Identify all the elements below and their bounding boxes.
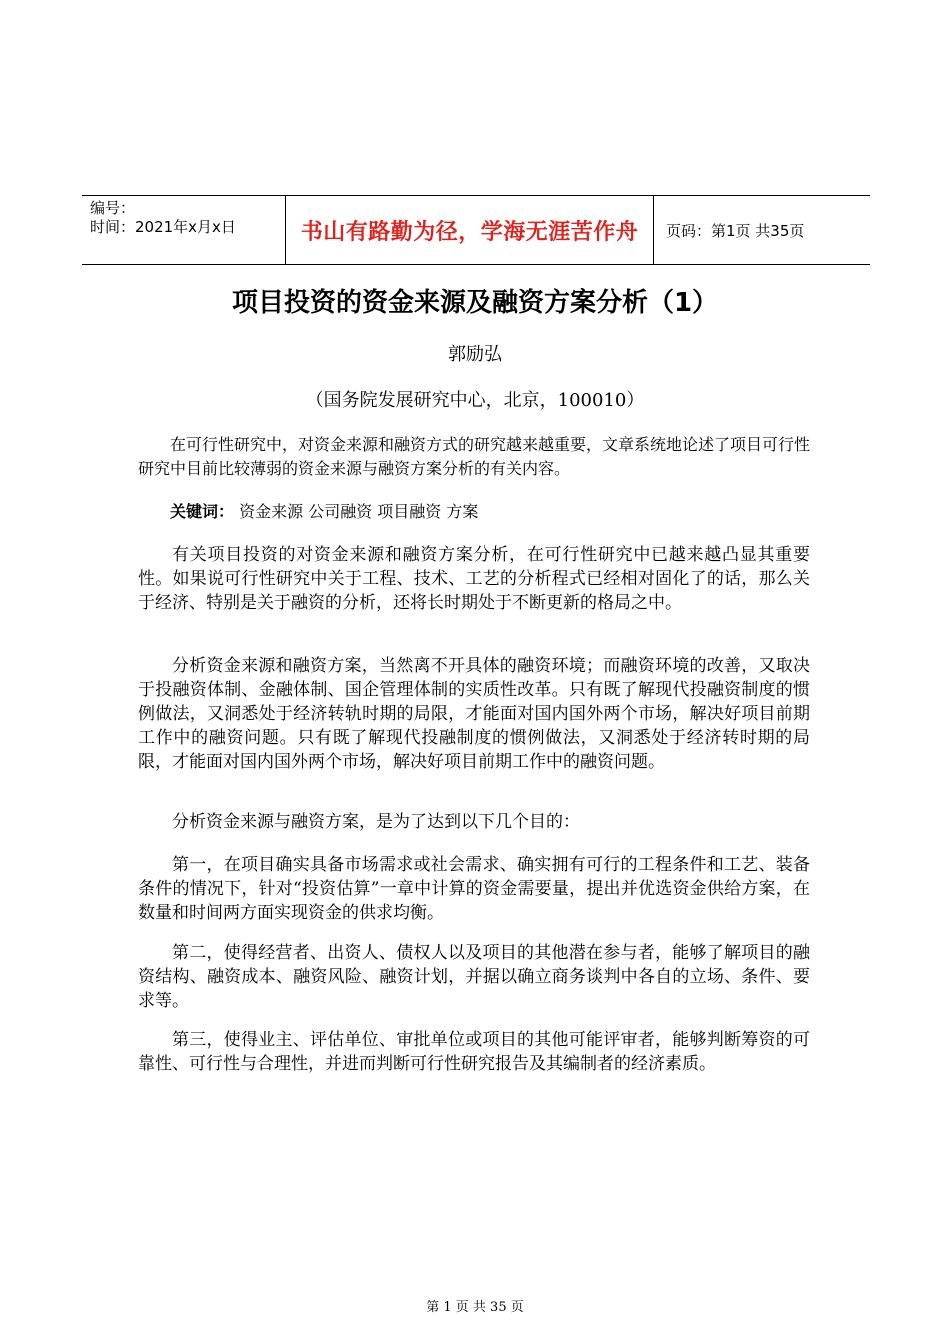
header-left-cell <box>90 199 290 237</box>
body-paragraph: 有关项目投资的对资金来源和融资方案分析，在可行性研究中已越来越凸显其重要性。如果说可行性研究中关于工程、技术、工艺的分析程式已经相对固化了的话，那么关于经济、特别是关于融资的分析，还将长时期处于不断更新的格局之中。 <box>138 545 810 613</box>
keywords-label: 关键词： <box>170 502 235 521</box>
abstract: 在可行性研究中，对资金来源和融资方式的研究越来越重要，文章系统地论述了项目可行性研究中目前比较薄弱的资金来源与融资方案分析的有关内容。 <box>138 435 811 478</box>
document-number-label: 编号： <box>90 199 136 217</box>
body-paragraph: 分析资金来源和融资方案，当然离不开具体的融资环境；而融资环境的改善，又取决于投融资体制、金融体制、国企管理体制的实质性改革。只有既了解现代投融资制度的惯例做法，又洞悉处于经济转轨时期的局限，才能面对国内国外两个市场，解决好项目前期工作中的融资问题。只有既了解现代投融制度的惯例做法，又洞悉处于经济转时期的局限，才能面对国内国外两个市场，解决好项目前期工作中的融资问题。 <box>138 656 810 772</box>
body-paragraph: 第一，在项目确实具备市场需求或社会需求、确实拥有可行的工程条件和工艺、装备条件的情况下，针对“投资估算”一章中计算的资金需要量，提出并优选资金供给方案，在数量和时间两方面实现资金的供求均衡。 <box>138 855 810 923</box>
keywords <box>138 500 810 524</box>
affiliation: （国务院发展研究中心，北京，100010） <box>305 390 645 411</box>
header-page-info: 页码：第1页 共35页 <box>666 221 805 240</box>
header-motto: 书山有路勤为径，学海无涯苦作舟 <box>300 219 639 245</box>
body-paragraph: 第三，使得业主、评估单位、审批单位或项目的其他可能评审者，能够判断筹资的可靠性、可行性与合理性，并进而判断可行性研究报告及其编制者的经济素质。 <box>138 1030 810 1074</box>
author: 郭励弘 <box>448 344 502 365</box>
page-header <box>82 195 870 265</box>
document-title: 项目投资的资金来源及融资方案分析（1） <box>231 288 719 318</box>
page-footer: 第 1 页 共 35 页 <box>426 1300 524 1315</box>
body-paragraph: 第二，使得经营者、出资人、债权人以及项目的其他潜在参与者，能够了解项目的融资结构、融资成本、融资风险、融资计划，并据以确立商务谈判中各自的立场、条件、要求等。 <box>138 943 810 1011</box>
body-paragraph: 分析资金来源与融资方案，是为了达到以下几个目的： <box>172 812 580 832</box>
keywords-text: 资金来源 公司融资 项目融资 方案 <box>239 502 479 521</box>
document-time: 时间：2021年x月x日 <box>90 218 236 236</box>
